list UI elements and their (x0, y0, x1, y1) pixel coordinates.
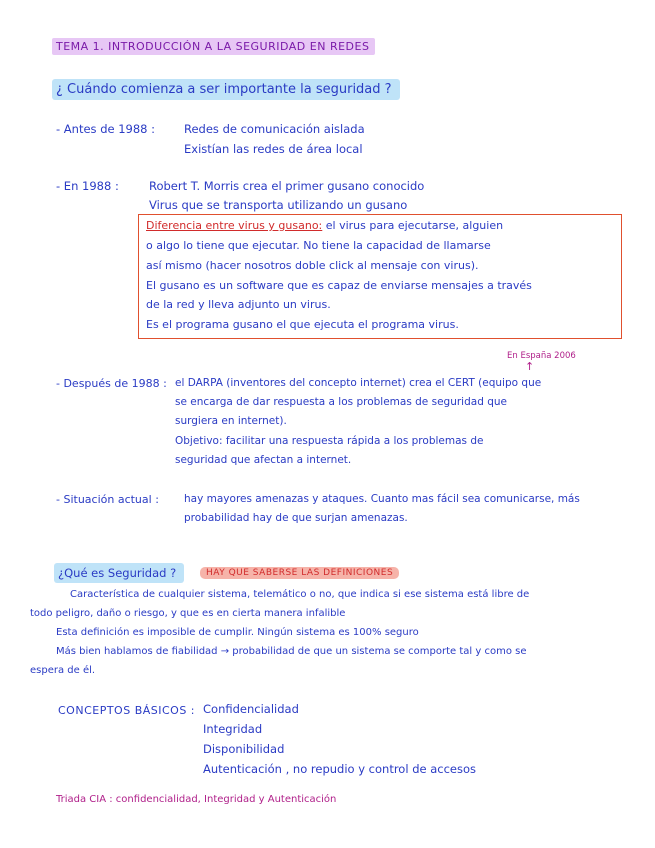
box-line-2: o algo lo tiene que ejecutar. No tiene la capacidad de llamarse (146, 239, 491, 252)
box-heading: Diferencia entre virus y gusano: (146, 219, 323, 232)
section-question-2: ¿Qué es Seguridad ? (54, 568, 184, 580)
despues-line-3: surgiera en internet). (175, 415, 287, 427)
box-line-5: de la red y lleva adjunto un virus. (146, 298, 331, 311)
actual-label: - Situación actual : (56, 493, 159, 506)
up-arrow-icon: ↑ (525, 360, 535, 373)
box-line-1-rest: el virus para ejecutarse, alguien (322, 219, 504, 232)
despues-line-4: Objetivo: facilitar una respuesta rápida a los problemas de (175, 435, 484, 447)
box-line-6: Es el programa gusano el que ejecuta el programa virus. (146, 318, 459, 331)
espana-note: En España 2006 (507, 351, 576, 361)
box-line-1 (146, 220, 503, 231)
triada-cia: Triada CIA : confidencialidad, Integridad y Autenticación (56, 794, 337, 805)
actual-line-2: probabilidad hay de que surjan amenazas. (184, 512, 408, 524)
box-line-4: El gusano es un software que es capaz de enviarse mensajes a través (146, 279, 532, 292)
en1988-label: - En 1988 : (56, 179, 119, 193)
def-p3-line-2: espera de él. (30, 665, 96, 676)
def-p1-line-2: todo peligro, daño o riesgo, y que es en cierta manera infalible (30, 608, 346, 619)
despues-label: - Después de 1988 : (56, 377, 167, 390)
despues-line-1: el DARPA (inventores del concepto internet) crea el CERT (equipo que (175, 377, 542, 389)
en1988-line-1: Robert T. Morris crea el primer gusano conocido (149, 179, 425, 193)
definitions-tag: HAY QUE SABERSE LAS DEFINICIONES (200, 569, 399, 578)
concepto-item: Integridad (203, 722, 263, 736)
page-title: TEMA 1. INTRODUCCIÓN A LA SEGURIDAD EN REDES (52, 41, 375, 52)
en1988-line-2: Virus que se transporta utilizando un gusano (149, 198, 408, 212)
concepto-item: Confidencialidad (203, 702, 299, 716)
box-line-3: así mismo (hacer nosotros doble click al mensaje con virus). (146, 259, 479, 272)
concepto-item: Autenticación , no repudio y control de accesos (203, 762, 477, 776)
despues-line-5: seguridad que afectan a internet. (175, 454, 352, 466)
antes-line-1: Redes de comunicación aislada (184, 122, 365, 136)
antes-label: - Antes de 1988 : (56, 122, 156, 136)
actual-line-1: hay mayores amenazas y ataques. Cuanto mas fácil sea comunicarse, más (184, 493, 580, 505)
def-p2: Esta definición es imposible de cumplir. Ningún sistema es 100% seguro (56, 627, 419, 638)
def-p1-line-1: Característica de cualquier sistema, telemático o no, que indica si ese sistema está libre de (70, 589, 530, 600)
def-p3-line-1: Más bien hablamos de fiabilidad → probabilidad de que un sistema se comporte tal y como se (56, 646, 527, 657)
section-question-1: ¿ Cuándo comienza a ser importante la seguridad ? (52, 83, 400, 96)
conceptos-label: CONCEPTOS BÁSICOS : (58, 704, 196, 717)
antes-line-2: Existían las redes de área local (184, 142, 363, 156)
despues-line-2: se encarga de dar respuesta a los problemas de seguridad que (175, 396, 507, 408)
concepto-item: Disponibilidad (203, 742, 285, 756)
